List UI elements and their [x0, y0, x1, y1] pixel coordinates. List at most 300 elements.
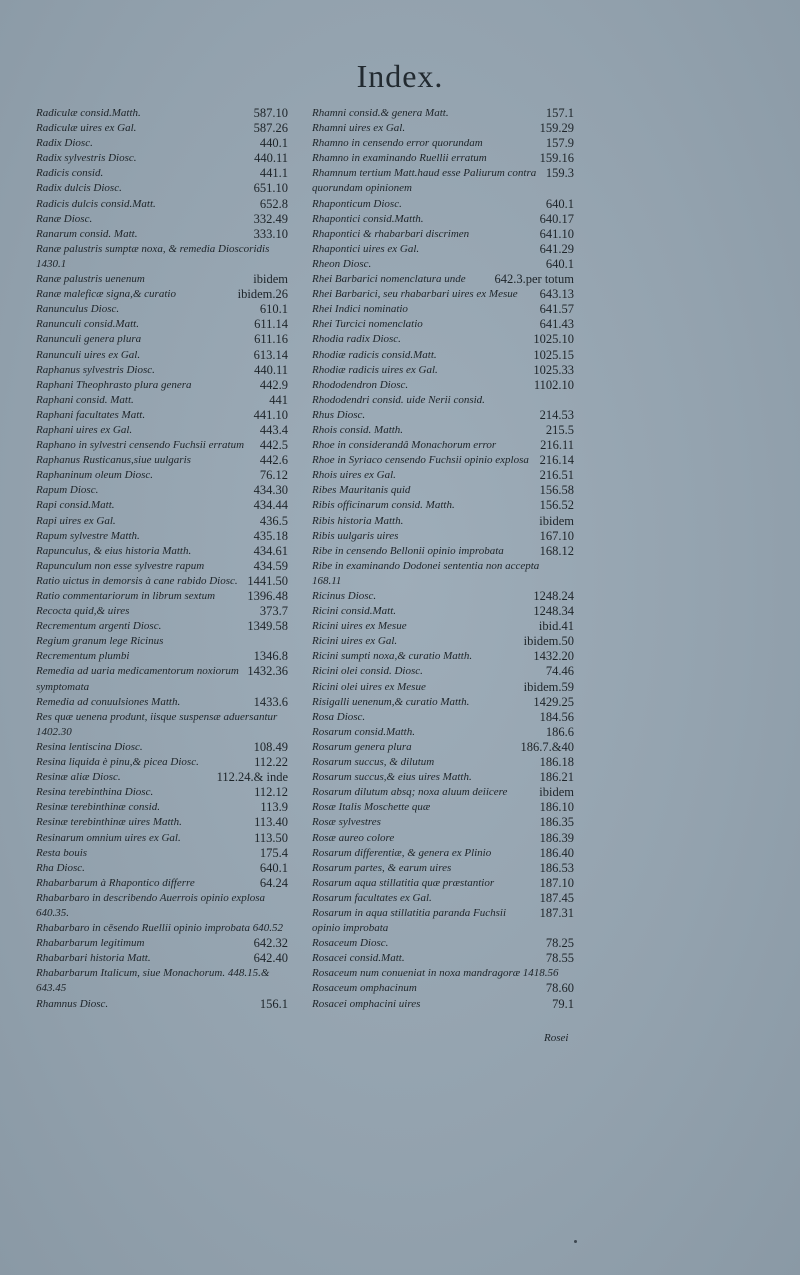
index-entry — [312, 740, 574, 755]
index-entry — [36, 498, 288, 513]
entry-label: Raphani uires ex Gal. — [36, 423, 133, 436]
index-entry — [36, 106, 288, 121]
entry-label: Rosarum facultates ex Gal. — [312, 891, 432, 904]
index-entry — [36, 846, 288, 861]
index-entry — [36, 317, 288, 332]
entry-label: Rhodia radix Diosc. — [312, 333, 401, 346]
index-entry — [36, 800, 288, 815]
index-entry — [36, 710, 288, 740]
index-entry — [312, 197, 574, 212]
entry-page-number: 332.49 — [253, 211, 288, 226]
entry-label: Rhaponticum Diosc. — [312, 197, 402, 210]
index-entry — [36, 136, 288, 151]
entry-label: Ricini sumpti noxa,& curatio Matth. — [312, 650, 473, 663]
entry-page-number: ibidem.59 — [523, 679, 574, 694]
entry-label: Ricini consid.Matt. — [312, 605, 397, 618]
entry-label: Rosarum partes, & earum uires — [312, 861, 452, 874]
index-entry — [312, 634, 574, 649]
entry-label: Rhabarbaro in cēsendo Ruellii opinio improbata 640.52 — [36, 922, 283, 935]
entry-label: Resina terebinthina Diosc. — [36, 786, 154, 799]
index-entry — [36, 378, 288, 393]
index-entry — [312, 332, 574, 347]
entry-label: Rapi uires ex Gal. — [36, 514, 116, 527]
index-entry — [312, 242, 574, 257]
entry-label: Ribe in censendo Bellonii opinio improbata — [312, 544, 504, 557]
index-entry — [312, 785, 574, 800]
index-entry — [312, 378, 574, 393]
entry-label: Rhabarbari historia Matt. — [36, 952, 151, 965]
entry-label: Rhapontici uires ex Gal. — [312, 242, 420, 255]
index-entry — [312, 483, 574, 498]
entry-label: Rosarum in aqua stillatitia paranda Fuchsii opinio improbata — [312, 906, 507, 935]
entry-label: Radix sylvestris Diosc. — [36, 152, 137, 165]
index-entry — [36, 227, 288, 242]
index-entry — [36, 815, 288, 830]
entry-label: Ranæ Diosc. — [36, 212, 93, 225]
index-entry — [36, 348, 288, 363]
index-entry — [312, 468, 574, 483]
index-entry — [312, 695, 574, 710]
index-entry — [312, 212, 574, 227]
index-entry — [312, 136, 574, 151]
entry-label: Rosaceum Diosc. — [312, 937, 389, 950]
entry-page-number: 587.26 — [253, 121, 288, 136]
entry-label: Ricini uires ex Mesue — [312, 620, 407, 633]
index-entry — [36, 272, 288, 287]
entry-label: Rosarum genera plura — [312, 740, 412, 753]
entry-page-number: 1025.15 — [533, 347, 574, 362]
index-entry — [36, 559, 288, 574]
index-entry — [36, 242, 288, 272]
entry-page-number: 186.18 — [539, 755, 574, 770]
entry-label: Rapunculus, & eius historia Matth. — [36, 544, 192, 557]
entry-page-number: 435.18 — [253, 528, 288, 543]
entry-label: Rhamnus Diosc. — [36, 997, 109, 1010]
entry-label: Rhabarbarum legitimum — [36, 937, 145, 950]
entry-label: Rapi consid.Matt. — [36, 499, 115, 512]
entry-label: Rhabarbarum à Rhapontico differre — [36, 876, 195, 889]
entry-label: Raphani Theophrasto plura genera — [36, 378, 192, 391]
entry-label: Rosarum succus, & dilutum — [312, 756, 435, 769]
entry-page-number: 610.1 — [259, 302, 288, 317]
entry-page-number: 1441.50 — [247, 573, 288, 588]
entry-label: Resinæ terebinthinæ consid. — [36, 801, 160, 814]
entry-label: Rosacei omphacini uires — [312, 997, 421, 1010]
entry-page-number: 1396.48 — [247, 589, 288, 603]
index-entry — [36, 423, 288, 438]
index-entry — [36, 740, 288, 755]
index-entry — [312, 997, 574, 1012]
index-entry — [312, 876, 574, 891]
entry-label: Rosaceum omphacinum — [312, 982, 417, 995]
entry-label: Rhamno in censendo error quorundam — [312, 137, 483, 150]
index-entry — [36, 695, 288, 710]
entry-page-number: 441.10 — [253, 407, 288, 422]
entry-page-number: 157.1 — [545, 106, 574, 120]
entry-label: Ribe in examinando Dodonei sententia non accepta 168.11 — [312, 559, 540, 587]
entry-page-number: 113.9 — [260, 800, 288, 815]
index-entry — [36, 755, 288, 770]
index-entry — [36, 483, 288, 498]
entry-label: Ranunculus Diosc. — [36, 303, 120, 316]
index-entry — [312, 981, 574, 996]
entry-label: Radicis dulcis consid.Matt. — [36, 197, 156, 210]
index-column-right — [312, 106, 574, 1012]
entry-label: Rhododendri consid. uide Nerii consid. — [312, 393, 485, 406]
index-entry — [312, 619, 574, 634]
entry-page-number: 641.57 — [539, 302, 574, 317]
entry-label: Rhabarbaro in describendo Auerrois opinio explosa 640.35. — [36, 891, 266, 919]
entry-label: Ribis officinarum consid. Matth. — [312, 499, 455, 512]
entry-label: Radiculæ consid.Matth. — [36, 107, 141, 119]
index-entry — [312, 649, 574, 664]
index-entry — [36, 997, 288, 1012]
index-entry — [36, 151, 288, 166]
entry-page-number: 642.40 — [253, 951, 288, 966]
index-entry — [36, 166, 288, 181]
entry-page-number: 187.10 — [539, 875, 574, 890]
index-entry — [312, 498, 574, 513]
entry-page-number: 441 — [269, 392, 288, 407]
entry-label: Ranarum consid. Matt. — [36, 227, 138, 240]
entry-page-number: 1429.25 — [533, 694, 574, 709]
entry-page-number: 215.5 — [545, 422, 574, 437]
entry-label: Raphanus Rusticanus,siue uulgaris — [36, 454, 191, 467]
entry-page-number: 640.17 — [539, 211, 574, 226]
index-entry — [312, 966, 574, 981]
entry-label: Recrementum argenti Diosc. — [36, 620, 162, 633]
index-entry — [312, 529, 574, 544]
index-entry — [36, 181, 288, 196]
entry-label: Rosarum succus,& eius uires Matth. — [312, 771, 472, 784]
entry-label: Rhoe in considerandâ Monachorum error — [312, 439, 497, 452]
entry-page-number: 159.16 — [539, 151, 574, 166]
entry-label: Ranunculi uires ex Gal. — [36, 348, 141, 361]
entry-page-number: 642.3.per totum — [494, 272, 574, 287]
index-entry — [312, 408, 574, 423]
index-entry — [36, 831, 288, 846]
entry-page-number: 1346.8 — [253, 649, 288, 664]
page-title: Index. — [356, 58, 444, 94]
entry-page-number: 113.50 — [254, 830, 288, 845]
entry-page-number: 1025.10 — [533, 332, 574, 347]
index-entry — [36, 121, 288, 136]
entry-label: Regium granum lege Ricinus — [36, 635, 164, 648]
index-entry — [36, 438, 288, 453]
index-entry — [312, 287, 574, 302]
index-entry — [36, 770, 288, 785]
index-entry — [312, 393, 574, 408]
entry-label: Recrementum plumbi — [36, 650, 130, 663]
entry-label: Rhoe in Syriaco censendo Fuchsii opinio explosa — [312, 454, 529, 467]
entry-label: Rhei Barbarici nomenclatura unde — [312, 273, 466, 286]
entry-page-number: 216.51 — [539, 468, 574, 483]
entry-label: Rhois consid. Matth. — [312, 423, 404, 436]
entry-label: Resina lentiscina Diosc. — [36, 740, 143, 753]
index-entry — [36, 589, 288, 604]
index-entry — [36, 634, 288, 649]
entry-label: Rosarum aqua stillatitia quæ præstantior — [312, 876, 495, 889]
index-entry — [312, 317, 574, 332]
index-entry — [312, 423, 574, 438]
entry-page-number: 159.29 — [539, 121, 574, 136]
index-entry — [36, 453, 288, 468]
entry-label: Raphaninum oleum Diosc. — [36, 469, 154, 482]
entry-label: Ricini uires ex Gal. — [312, 635, 398, 648]
entry-page-number: 1102.10 — [533, 377, 574, 392]
entry-page-number: 168.12 — [539, 543, 574, 558]
index-entry — [36, 514, 288, 529]
entry-label: Ribes Mauritanis quid — [312, 484, 411, 497]
entry-page-number: 613.14 — [253, 347, 288, 362]
index-entry — [312, 559, 574, 589]
index-entry — [312, 589, 574, 604]
entry-page-number: 76.12 — [259, 468, 288, 483]
entry-page-number: 78.25 — [545, 936, 574, 951]
entry-page-number: 442.5 — [259, 438, 288, 453]
entry-label: Rosaceum num conueniat in noxa mandragoræ 1418.56 — [312, 967, 559, 980]
entry-page-number: 436.5 — [259, 513, 288, 528]
entry-label: Ranæ palustris sumptæ noxa, & remedia Dioscoridis 1430.1 — [36, 242, 270, 270]
entry-page-number: 640.1 — [545, 196, 574, 211]
entry-page-number: 186.21 — [539, 770, 574, 785]
index-entry — [312, 846, 574, 861]
index-entry — [36, 332, 288, 347]
entry-page-number: 1248.24 — [533, 589, 574, 603]
entry-page-number: 440.11 — [254, 151, 288, 166]
index-entry — [36, 529, 288, 544]
index-entry — [312, 725, 574, 740]
entry-label: Radix Diosc. — [36, 137, 93, 150]
entry-label: Resta bouis — [36, 846, 88, 859]
index-entry — [36, 649, 288, 664]
entry-label: Rhei Indici nominatio — [312, 303, 408, 316]
entry-page-number: 643.13 — [539, 287, 574, 302]
entry-page-number: 434.59 — [253, 558, 288, 573]
entry-label: Rhus Diosc. — [312, 408, 366, 421]
entry-label: Resina liquida è pinu,& picea Diosc. — [36, 756, 199, 769]
entry-label: Raphano in sylvestri censendo Fuchsii erratum — [36, 439, 245, 452]
entry-page-number: 333.10 — [253, 226, 288, 241]
entry-page-number: 441.1 — [259, 166, 288, 181]
entry-page-number: 611.14 — [254, 317, 288, 332]
entry-page-number: 216.11 — [540, 438, 574, 453]
entry-label: Raphanus sylvestris Diosc. — [36, 363, 155, 376]
entry-label: Rapunculum non esse sylvestre rapum — [36, 559, 205, 572]
entry-label: Rhei Barbarici, seu rhabarbari uires ex Mesue — [312, 288, 518, 301]
entry-label: Ranunculi consid.Matt. — [36, 318, 139, 331]
index-column-left — [36, 106, 288, 1012]
entry-page-number: 434.44 — [253, 498, 288, 513]
index-entry — [312, 453, 574, 468]
entry-label: Ricinus Diosc. — [312, 590, 377, 602]
index-entry — [312, 257, 574, 272]
index-entry — [36, 936, 288, 951]
entry-page-number: 1349.58 — [247, 619, 288, 634]
entry-label: Ranæ maleficæ signa,& curatio — [36, 288, 176, 301]
paper-speck — [574, 1240, 577, 1243]
entry-page-number: 434.61 — [253, 543, 288, 558]
entry-label: Rheon Diosc. — [312, 257, 372, 270]
entry-page-number: 186.6 — [545, 724, 574, 739]
entry-label: Resinæ terebinthinæ uires Matth. — [36, 816, 182, 829]
entry-label: Radicis consid. — [36, 167, 104, 180]
entry-page-number: 186.35 — [539, 815, 574, 830]
entry-label: Rosarum dilutum absq; noxa aluum deiicere — [312, 786, 508, 799]
catchword: Rosei — [544, 1032, 569, 1044]
entry-label: Rosæ sylvestres — [312, 816, 381, 829]
entry-label: Rhamni consid.& genera Matt. — [312, 107, 449, 119]
entry-label: Rhei Turcici nomenclatio — [312, 318, 423, 331]
entry-label: Res quæ uenena produnt, iisque suspensæ aduersantur 1402.30 — [36, 710, 278, 738]
entry-page-number: 440.11 — [254, 362, 288, 377]
entry-page-number: 186.53 — [539, 860, 574, 875]
entry-label: Rapum sylvestre Matth. — [36, 529, 140, 542]
index-entry — [312, 906, 574, 936]
entry-page-number: ibidem — [539, 785, 574, 800]
entry-page-number: 641.29 — [539, 241, 574, 256]
entry-page-number: ibidem — [253, 272, 288, 287]
index-entry — [312, 891, 574, 906]
entry-page-number: 112.12 — [254, 785, 288, 800]
index-entry — [312, 227, 574, 242]
index-entry — [312, 800, 574, 815]
index-entry — [36, 785, 288, 800]
index-entry — [36, 287, 288, 302]
index-entry — [36, 363, 288, 378]
entry-label: Risigalli uenenum,& curatio Matth. — [312, 695, 470, 708]
entry-page-number: 652.8 — [259, 196, 288, 211]
entry-page-number: ibidem — [539, 513, 574, 528]
entry-label: Recocta quid,& uires — [36, 605, 130, 618]
index-entry — [312, 664, 574, 679]
entry-page-number: 443.4 — [259, 422, 288, 437]
entry-label: Rosarum consid.Matth. — [312, 725, 415, 738]
entry-label: Rhois uires ex Gal. — [312, 469, 396, 482]
entry-page-number: 113.40 — [254, 815, 288, 830]
entry-page-number: 641.10 — [539, 226, 574, 241]
entry-page-number: 442.9 — [259, 377, 288, 392]
entry-label: Remedia ad uaria medicamentorum noxiorum symptomata — [36, 665, 239, 693]
entry-page-number: 112.24.& inde — [216, 770, 288, 785]
entry-label: Ratio commentariorum in librum sextum — [36, 590, 216, 602]
entry-label: Ribis uulgaris uires — [312, 529, 399, 542]
index-entry — [312, 151, 574, 166]
entry-page-number: 156.1 — [259, 996, 288, 1011]
index-entry — [36, 302, 288, 317]
entry-page-number: ibid.41 — [538, 619, 574, 634]
entry-page-number: 79.1 — [552, 996, 574, 1011]
index-entry — [312, 936, 574, 951]
entry-label: Raphani consid. Matt. — [36, 393, 134, 406]
entry-label: Rhodiæ radicis consid.Matt. — [312, 348, 437, 361]
entry-label: Rosa Diosc. — [312, 710, 366, 723]
entry-page-number: 187.31 — [539, 905, 574, 920]
index-entry — [312, 755, 574, 770]
index-entry — [36, 966, 288, 996]
entry-label: Rhamni uires ex Gal. — [312, 122, 406, 135]
entry-page-number: 442.6 — [259, 453, 288, 468]
entry-page-number: 156.52 — [539, 498, 574, 513]
entry-page-number: 1432.36 — [247, 664, 288, 679]
index-entry — [36, 604, 288, 619]
entry-page-number: 78.60 — [545, 981, 574, 996]
entry-page-number: 1025.33 — [533, 362, 574, 377]
entry-label: Ricini olei consid. Diosc. — [312, 665, 423, 678]
entry-page-number: 184.56 — [539, 709, 574, 724]
entry-label: Rhabarbarum Italicum, siue Monachorum. 448.15.& 643.45 — [36, 967, 270, 995]
entry-page-number: 1432.20 — [533, 649, 574, 664]
entry-page-number: 78.55 — [545, 951, 574, 966]
entry-page-number: 175.4 — [259, 845, 288, 860]
entry-page-number: 186.7.&40 — [520, 739, 574, 754]
entry-page-number: 587.10 — [253, 106, 288, 120]
index-entry — [312, 166, 574, 196]
entry-page-number: 108.49 — [253, 739, 288, 754]
entry-label: Rosacei consid.Matt. — [312, 952, 405, 965]
entry-page-number: 1433.6 — [253, 694, 288, 709]
entry-page-number: 640.1 — [545, 256, 574, 271]
entry-page-number: 159.3 — [545, 166, 574, 181]
index-entry — [312, 272, 574, 287]
index-entry — [36, 468, 288, 483]
index-entry — [36, 197, 288, 212]
entry-page-number: 651.10 — [253, 181, 288, 196]
entry-page-number: 216.14 — [539, 453, 574, 468]
index-entry — [312, 815, 574, 830]
entry-label: Raphani facultates Matt. — [36, 408, 146, 421]
entry-label: Rosarum differentiæ, & genera ex Plinio — [312, 846, 492, 859]
entry-label: Rapum Diosc. — [36, 484, 99, 497]
index-entry — [36, 574, 288, 589]
index-entry — [312, 770, 574, 785]
entry-page-number: 434.30 — [253, 483, 288, 498]
entry-label: Ribis historia Matth. — [312, 514, 404, 527]
index-entry — [312, 831, 574, 846]
entry-page-number: 1248.34 — [533, 604, 574, 619]
entry-label: Rha Diosc. — [36, 861, 85, 874]
entry-label: Ranunculi genera plura — [36, 333, 142, 346]
entry-page-number: 156.58 — [539, 483, 574, 498]
index-entry — [36, 408, 288, 423]
index-entry — [312, 951, 574, 966]
index-entry — [312, 106, 574, 121]
entry-page-number: 642.32 — [253, 936, 288, 951]
index-entry — [36, 393, 288, 408]
entry-label: Rhododendron Diosc. — [312, 378, 409, 391]
entry-label: Rhapontici consid.Matth. — [312, 212, 424, 225]
index-entry — [312, 121, 574, 136]
index-entry — [312, 514, 574, 529]
index-entry — [312, 348, 574, 363]
index-entry — [36, 664, 288, 694]
entry-label: Radiculæ uires ex Gal. — [36, 122, 137, 135]
entry-page-number: 373.7 — [259, 604, 288, 619]
entry-page-number: 64.24 — [259, 875, 288, 890]
entry-label: Rhodiæ radicis uires ex Gal. — [312, 363, 438, 376]
index-entry — [36, 861, 288, 876]
entry-label: Resinarum omnium uires ex Gal. — [36, 831, 181, 844]
entry-label: Remedia ad conuulsiones Matth. — [36, 695, 181, 708]
entry-label: Rosæ Italis Moschette quæ — [312, 801, 431, 814]
index-entry — [312, 680, 574, 695]
entry-label: Radix dulcis Diosc. — [36, 182, 122, 195]
entry-page-number: 157.9 — [545, 136, 574, 151]
index-entry — [312, 861, 574, 876]
entry-page-number: 74.46 — [545, 664, 574, 679]
entry-label: Ranæ palustris uenenum — [36, 273, 145, 286]
index-entry — [312, 544, 574, 559]
